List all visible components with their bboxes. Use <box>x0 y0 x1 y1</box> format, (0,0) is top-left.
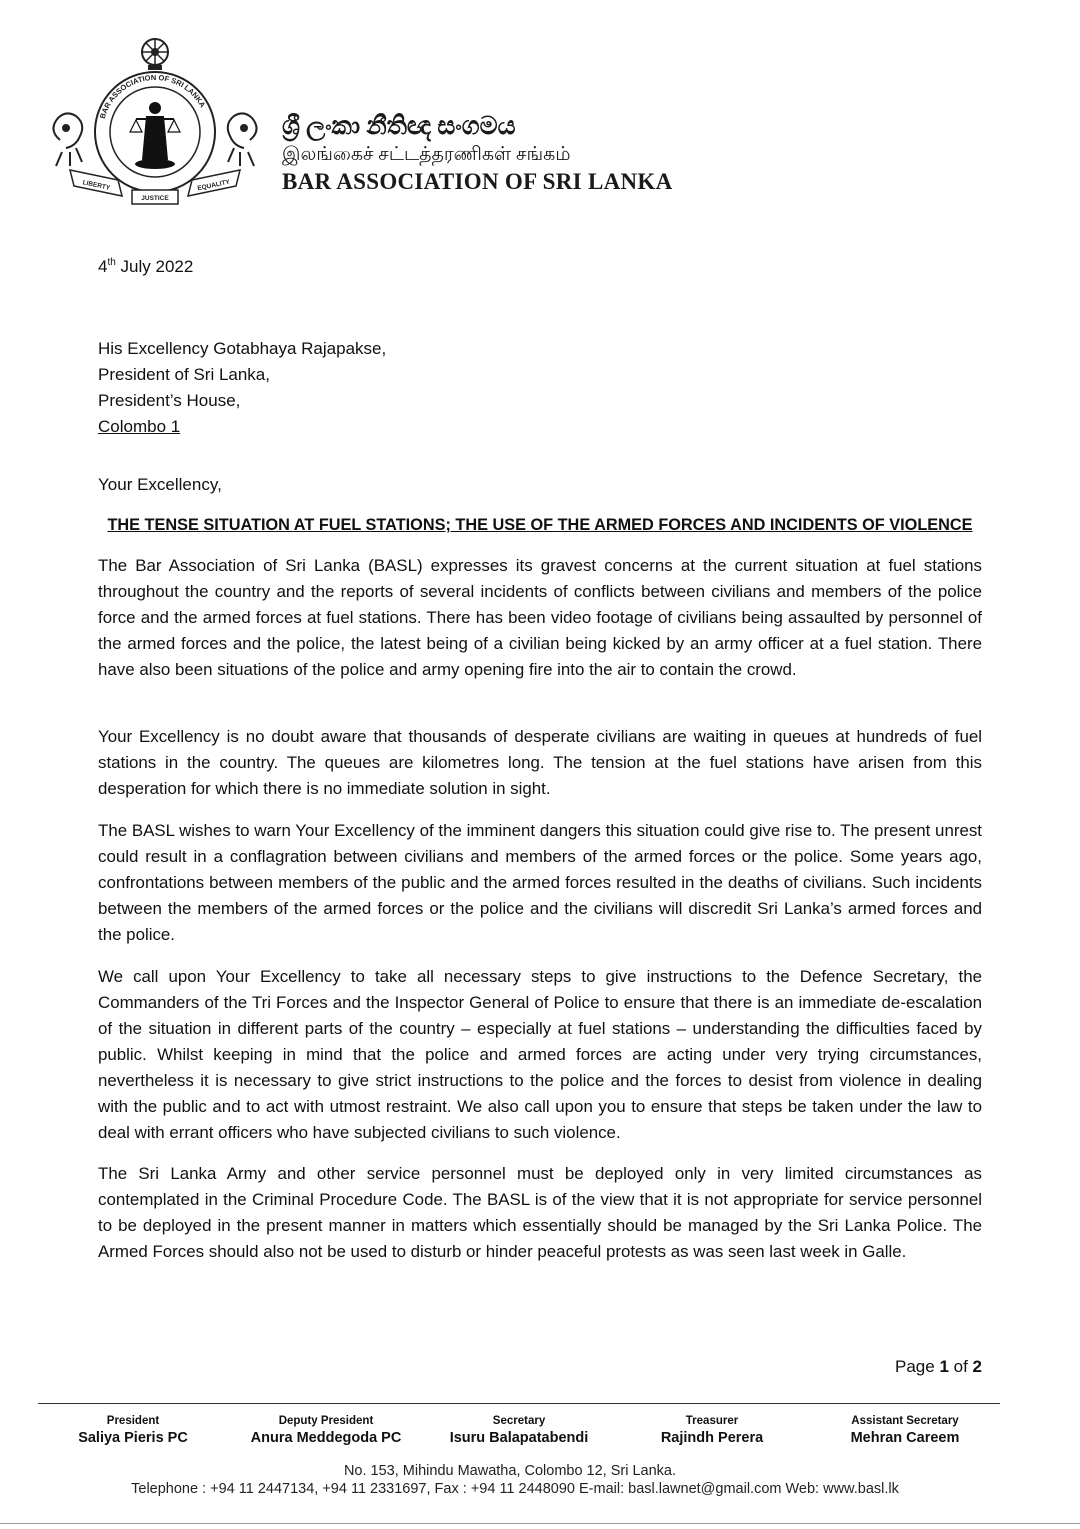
org-name-tamil: இலங்கைச் சட்டத்தரணிகள் சங்கம் <box>282 144 571 165</box>
org-name-sinhala: ශ්‍රී ලංකා නීතිඥ සංගමය <box>282 113 516 140</box>
office-bearers <box>38 1414 1000 1448</box>
officer-role: Secretary <box>492 1415 546 1427</box>
officer-role: Assistant Secretary <box>851 1415 959 1427</box>
officer-president <box>38 1414 228 1448</box>
subject-heading: THE TENSE SITUATION AT FUEL STATIONS; THE USE OF THE ARMED FORCES AND INCIDENTS OF VIOLENCE <box>107 516 973 534</box>
salutation: Your Excellency, <box>98 475 222 494</box>
officer-role: President <box>106 1415 160 1427</box>
body-paragraph: The BASL wishes to warn Your Excellency of the imminent dangers this situation could give rise to. The present unrest could result in a conflagration between civilians and members of the armed forces or the police. Some years ago, confrontations between members of the public and the armed forces resulted in the deaths of civilians. Such incidents between the members of the armed forces or the police and the civilians will discredit Sri Lanka’s armed forces and the police. <box>98 821 982 944</box>
page-bottom-edge <box>0 1523 1080 1524</box>
recipient-address <box>98 336 386 440</box>
officer-role: Treasurer <box>685 1415 739 1427</box>
officer-secretary <box>424 1414 614 1448</box>
lion-left-icon <box>53 113 82 166</box>
body-paragraph: The Sri Lanka Army and other service personnel must be deployed only in very limited circumstances as contemplated in the Criminal Procedure Code. The BASL is of the view that it is not appropriate for service personnel to be deployed in the present manner in matters which essentially should be managed by the Sri Lanka Police. The Armed Forces should also not be used to disturb or hinder peaceful protests as was seen last week in Galle. <box>98 1164 982 1261</box>
recipient-city: Colombo 1 <box>98 417 181 436</box>
basl-emblem-logo <box>40 30 270 215</box>
officer-name: Saliya Pieris PC <box>78 1430 188 1446</box>
officer-name: Rajindh Perera <box>660 1430 764 1446</box>
recipient-line: President of Sri Lanka, <box>98 365 270 384</box>
dharma-wheel-icon <box>142 39 168 70</box>
officer-name: Anura Meddegoda PC <box>250 1430 402 1446</box>
body-paragraph: The Bar Association of Sri Lanka (BASL) expresses its gravest concerns at the current situation at fuel stations throughout the country and the reports of several incidents of conflicts between civilians and members of the police force and the armed forces at fuel stations. There has been video footage of civilians being assaulted by personnel of the armed forces and the police, the latest being of a civilian being kicked by an army officer at a fuel station. There have also been situations of the police and army opening fire into the air to contain the crowd. <box>98 556 982 679</box>
organization-names <box>282 112 673 197</box>
banner-justice-text: JUSTICE <box>141 195 169 202</box>
body-paragraph: Your Excellency is no doubt aware that thousands of desperate civilians are waiting in queues at hundreds of fuel stations in the country. The queues are kilometres long. The tension at the fuel stations have arisen from this desperation for which there is no immediate solution in sight. <box>98 727 982 798</box>
footer-divider <box>38 1403 1000 1404</box>
recipient-line: His Excellency Gotabhaya Rajapakse, <box>98 339 387 358</box>
banner-liberty-text: LIBERTY <box>81 179 111 192</box>
officer-assistant-secretary <box>810 1414 1000 1448</box>
lion-right-icon <box>228 113 257 166</box>
letter-date: 4th July 2022 <box>98 257 194 276</box>
footer-contact: Telephone : +94 11 2447134, +94 11 2331697, Fax : +94 11 2448090 E-mail: basl.lawnet@gmail.com Web: www.basl.lk <box>131 1481 899 1497</box>
banner-equality-text: EQUALITY <box>196 178 231 193</box>
officer-role: Deputy President <box>278 1415 374 1427</box>
officer-name: Mehran Careem <box>850 1430 960 1446</box>
officer-treasurer <box>617 1414 807 1448</box>
emblem-ring-text: BAR ASSOCIATION OF SRI LANKA <box>97 72 208 120</box>
footer-address: No. 153, Mihindu Mawatha, Colombo 12, Sri Lanka. <box>343 1463 677 1479</box>
officer-deputy-president <box>231 1414 421 1448</box>
recipient-line: President’s House, <box>98 391 241 410</box>
officer-name: Isuru Balapatabendi <box>449 1430 589 1446</box>
body-paragraph: We call upon Your Excellency to take all necessary steps to give instructions to the Defence Secretary, the Commanders of the Tri Forces and the Inspector General of Police to ensure that there is an immediate de-escalation of the situation in different parts of the country – especially at fuel stations – understanding the difficulties faced by public. Whilst keeping in mind that the police and armed forces are acting under very trying circumstances, nevertheless it is necessary to give strict instructions to the police and the forces to desist from violence in dealing with the public and to act with utmost restraint. We also call upon you to ensure that steps be taken under the law to deal with errant officers who have subjected civilians to such violence. <box>98 967 982 1142</box>
org-name-english: BAR ASSOCIATION OF SRI LANKA <box>282 169 673 194</box>
lady-justice-icon <box>130 102 180 169</box>
page-number: Page 1 of 2 <box>895 1357 982 1376</box>
